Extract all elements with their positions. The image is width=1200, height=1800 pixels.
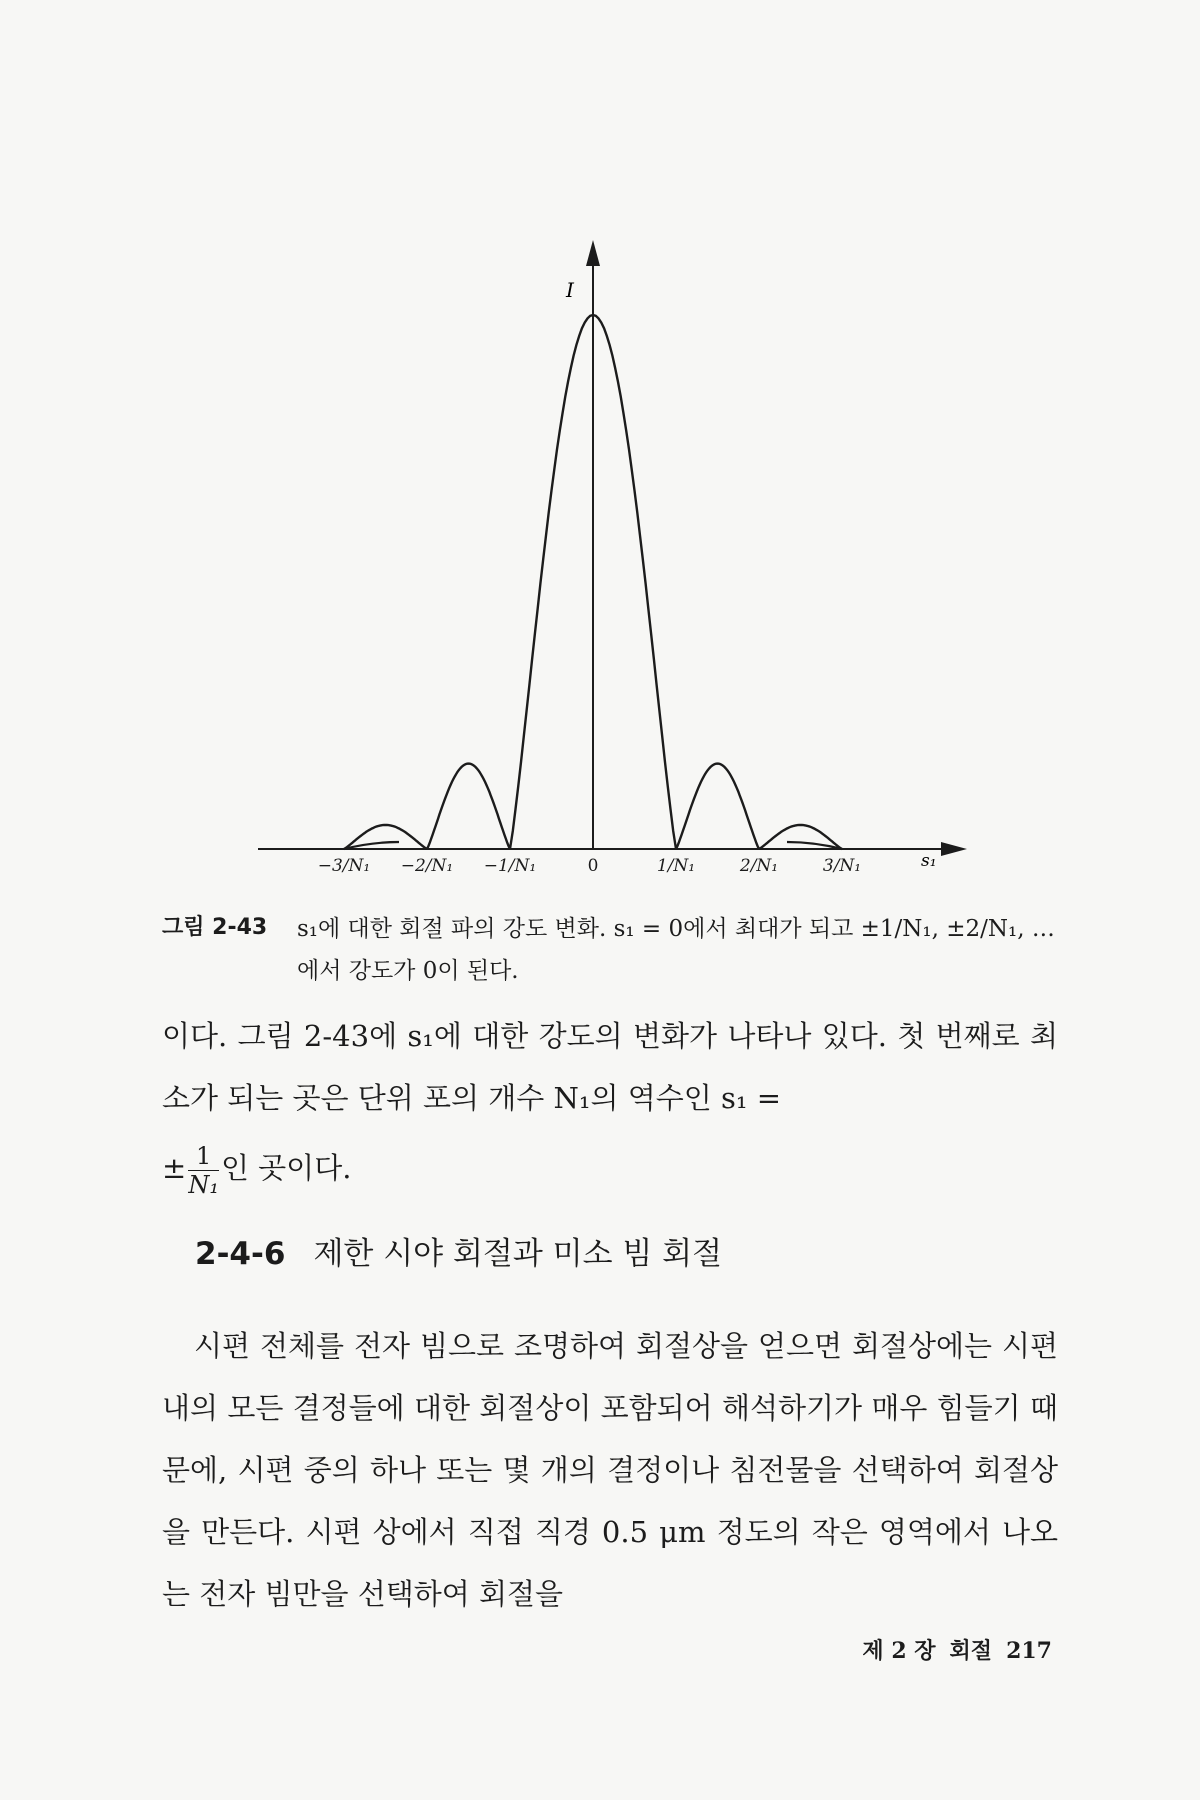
tick-label-6: 3/N₁ (822, 856, 862, 876)
x-axis-label: s₁ (921, 851, 937, 871)
fraction-numerator: 1 (188, 1144, 219, 1171)
fraction-one-over-n1 (188, 1141, 219, 1199)
tick-label-1: −2/N₁ (400, 856, 454, 876)
figure-caption-label: 그림 2-43 (162, 915, 268, 940)
paragraph-intensity (162, 1005, 1058, 1129)
page-number: 217 (1006, 1638, 1052, 1664)
tick-label-0: −3/N₁ (317, 856, 371, 876)
y-axis-label: I (566, 278, 574, 302)
paragraph-intensity-tail: 인 곳이다. (220, 1151, 352, 1185)
tick-label-5: 2/N₁ (739, 856, 779, 876)
curve-lobe-3 (676, 764, 759, 849)
section-title: 제한 시야 회절과 미소 빔 회절 (313, 1236, 723, 1272)
paragraph-selected-area: 시편 전체를 전자 빔으로 조명하여 회절상을 얻으면 회절상에는 시편 내의 모든 결정들에 대한 회절상이 포함되어 해석하기가 매우 힘들기 때문에, 시편 중의 하나 또는 몇 개의 결정이나 침전물을 선택하여 회절상을 만든다. 시편 상에서 직접 직경 0.5 μm 정도의 작은 영역에서 나오는 전자 빔만을 선택하여 회절을 (162, 1329, 1058, 1611)
tick-label-3: 0 (587, 856, 599, 876)
curve-lobe-1 (427, 764, 510, 849)
section-heading (195, 1228, 722, 1273)
y-axis-arrow-icon (586, 240, 600, 266)
figure-caption-text: s₁에 대한 회절 파의 강도 변화. s₁ = 0에서 최대가 되고 ±1/N₁, ±2/N₁, …에서 강도가 0이 된다. (297, 916, 1055, 984)
paragraph-intensity-fraction (162, 1137, 1058, 1199)
x-axis-arrow-icon (941, 842, 967, 856)
tick-label-2: −1/N₁ (483, 856, 537, 876)
figure-axes (258, 240, 967, 871)
page-footer (848, 1634, 1052, 1665)
paragraph-intensity-text: 이다. 그림 2-43에 s₁에 대한 강도의 변화가 나타나 있다. 첫 번째로 최소가 되는 곳은 단위 포의 개수 N₁의 역수인 s₁ = (162, 1019, 1058, 1115)
tick-label-4: 1/N₁ (656, 856, 696, 876)
section-number: 2-4-6 (195, 1236, 286, 1272)
fraction-denominator: N₁ (188, 1170, 219, 1199)
footer-title: 회절 (949, 1638, 993, 1664)
footer-chapter: 제 2 장 (862, 1638, 936, 1664)
plus-minus-sign: ± (162, 1151, 187, 1185)
tick-labels (318, 856, 861, 876)
